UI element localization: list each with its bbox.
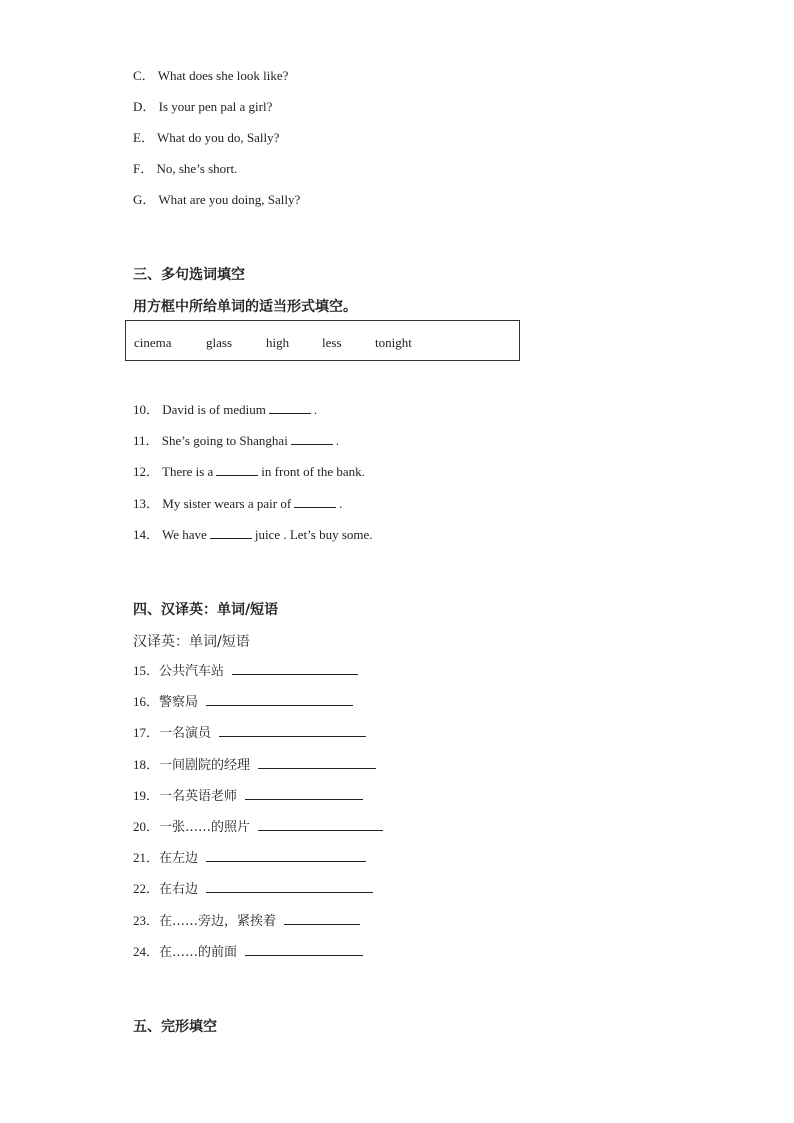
translate-item-22 (133, 880, 373, 898)
word-bank-item: cinema (134, 335, 172, 350)
word-bank-item: less (322, 335, 342, 350)
translate-item-21 (133, 849, 366, 867)
option-letter: F． (133, 161, 154, 176)
option-text: What are you doing, Sally? (158, 192, 301, 207)
word-bank-item: glass (206, 335, 232, 350)
option-text: What does she look like? (157, 68, 289, 83)
item-number: 15． (133, 663, 160, 678)
answer-line[interactable] (206, 880, 373, 893)
translate-item-18 (133, 756, 376, 774)
item-number: 22． (133, 881, 160, 896)
word-bank-item: high (266, 335, 290, 350)
option-d (133, 99, 272, 115)
option-c (133, 68, 288, 84)
item-text-before: We have (162, 527, 207, 542)
translate-item-19 (133, 787, 363, 805)
item-text: 在……的前面 (159, 945, 238, 960)
answer-blank[interactable] (294, 496, 336, 508)
answer-line[interactable] (258, 818, 383, 831)
fill-item-11 (133, 433, 339, 449)
translate-item-16 (133, 693, 353, 711)
answer-blank[interactable] (291, 433, 333, 445)
item-text: 公共汽车站 (159, 664, 225, 679)
item-number: 12． (133, 464, 160, 479)
item-text-before: She’s going to Shanghai (161, 433, 288, 448)
item-text: 在左边 (159, 851, 199, 866)
answer-blank[interactable] (210, 527, 252, 539)
section-4-heading: 四、汉译英：单词/短语 (133, 602, 279, 618)
item-number: 14． (133, 527, 160, 542)
item-text-before: David is of medium (162, 402, 266, 417)
option-letter: G． (133, 192, 156, 207)
option-letter: E． (133, 130, 154, 145)
option-f (133, 161, 237, 177)
section-3-instruction: 用方框中所给单词的适当形式填空。 (133, 299, 357, 315)
answer-line[interactable] (284, 912, 360, 925)
fill-item-14 (133, 527, 373, 543)
answer-line[interactable] (232, 662, 358, 675)
item-text-after: juice . Let’s buy some. (254, 527, 373, 542)
option-text: Is your pen pal a girl? (158, 99, 273, 114)
answer-line[interactable] (245, 943, 363, 956)
fill-item-10 (133, 402, 317, 418)
item-number: 20． (133, 819, 160, 834)
answer-line[interactable] (206, 849, 366, 862)
answer-blank[interactable] (269, 402, 311, 414)
answer-line[interactable] (258, 756, 376, 769)
item-text-after: . (339, 496, 343, 511)
answer-blank[interactable] (216, 464, 258, 476)
item-number: 19． (133, 788, 160, 803)
answer-line[interactable] (219, 724, 366, 737)
item-number: 21． (133, 850, 160, 865)
item-number: 11． (133, 433, 159, 448)
translate-item-15 (133, 662, 358, 680)
fill-item-13 (133, 496, 342, 512)
item-text: 在右边 (159, 882, 199, 897)
item-text: 一名演员 (159, 726, 212, 741)
item-number: 18． (133, 757, 160, 772)
word-bank-box (125, 320, 520, 361)
item-text: 一间剧院的经理 (159, 758, 251, 773)
translate-item-23 (133, 912, 360, 930)
item-number: 13． (133, 496, 160, 511)
item-text-after: . (335, 433, 340, 448)
section-3-heading: 三、多句选词填空 (133, 267, 245, 283)
option-g (133, 192, 300, 208)
item-text-before: My sister wears a pair of (162, 496, 292, 511)
fill-item-12 (133, 464, 365, 480)
word-bank-item: tonight (375, 335, 412, 350)
translate-item-17 (133, 724, 366, 742)
answer-line[interactable] (245, 787, 363, 800)
answer-line[interactable] (206, 693, 353, 706)
item-number: 16． (133, 694, 160, 709)
item-number: 24． (133, 944, 160, 959)
item-number: 10． (133, 402, 160, 417)
item-text: 一名英语老师 (159, 789, 238, 804)
option-text: What do you do, Sally? (156, 130, 280, 145)
item-text: 一张……的照片 (159, 820, 251, 835)
option-e (133, 130, 279, 146)
item-number: 17． (133, 725, 160, 740)
option-text: No, she’s short. (156, 161, 238, 176)
item-text: 警察局 (159, 695, 199, 710)
section-4-subtitle: 汉译英：单词/短语 (133, 634, 250, 650)
translate-item-20 (133, 818, 383, 836)
translate-item-24 (133, 943, 363, 961)
option-letter: C． (133, 68, 155, 83)
item-text-after: . (313, 402, 318, 417)
item-text-after: in front of the bank. (261, 464, 365, 479)
item-text: 在……旁边，紧挨着 (159, 914, 277, 929)
option-letter: D． (133, 99, 156, 114)
item-text-before: There is a (162, 464, 214, 479)
item-number: 23． (133, 913, 160, 928)
section-5-heading: 五、完形填空 (133, 1019, 217, 1035)
